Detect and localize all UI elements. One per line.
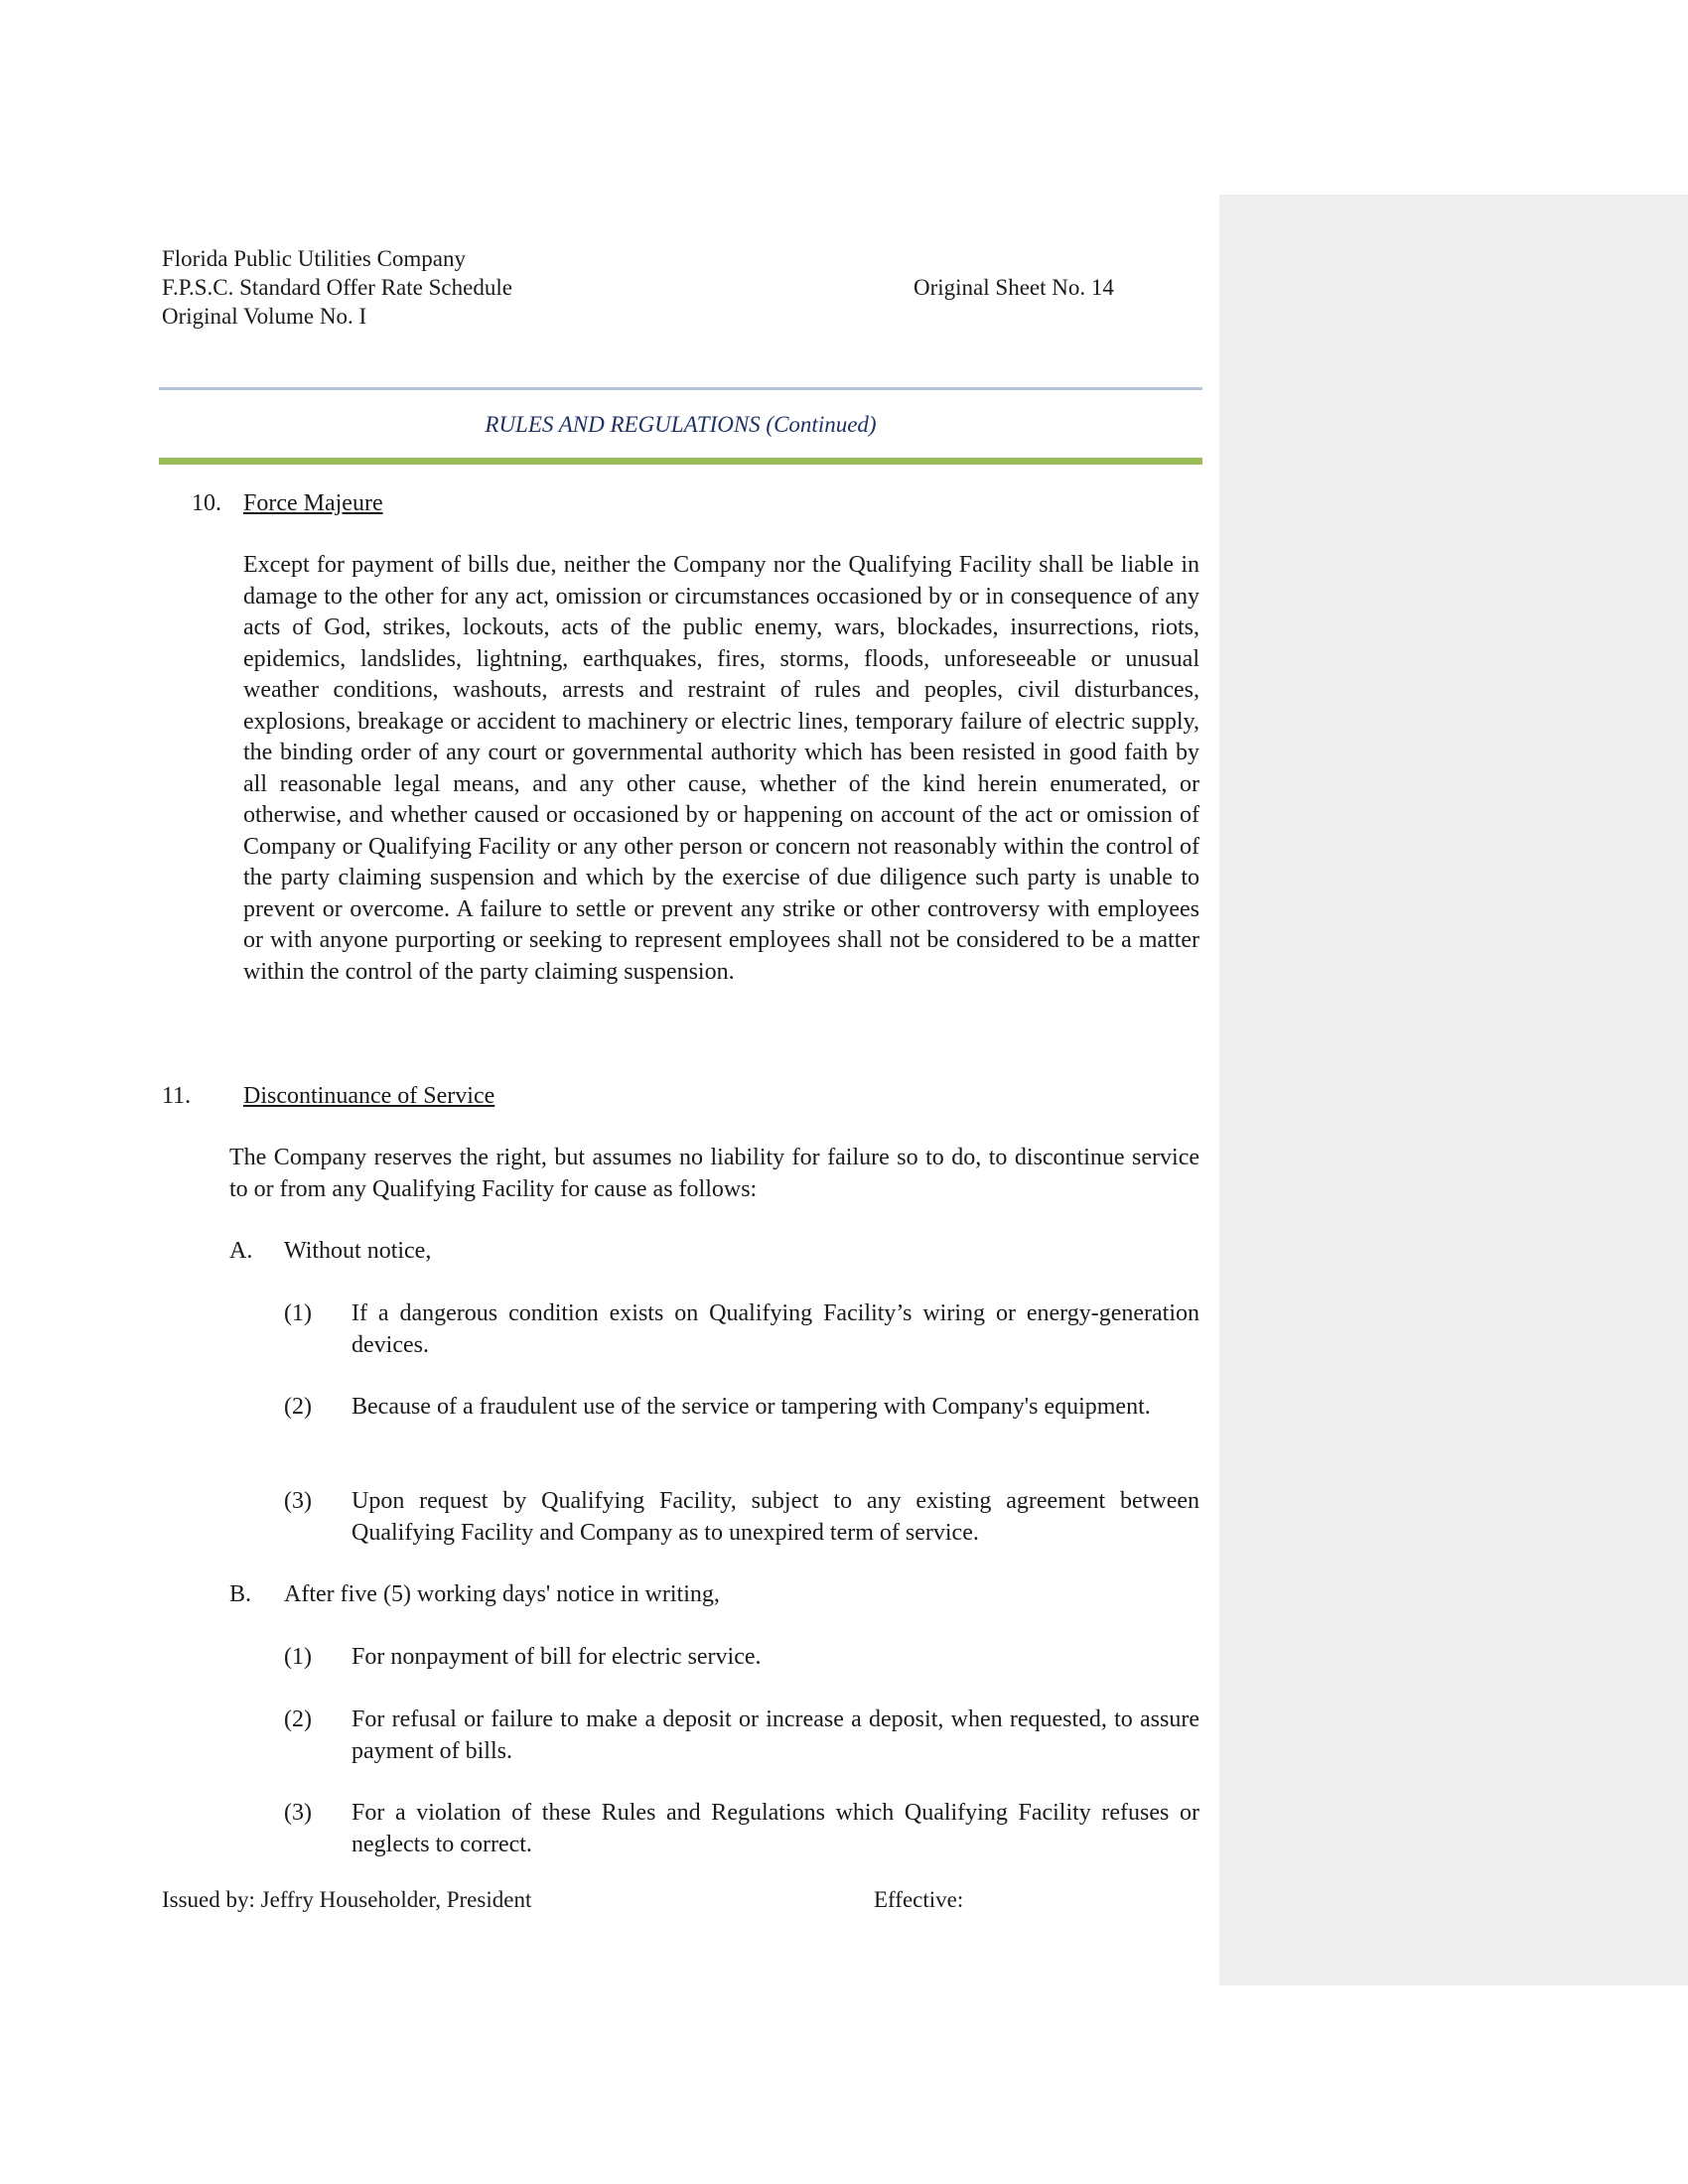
list-item-text: Upon request by Qualifying Facility, subject to any existing agreement between Qualifying Facility and Company as to unexpired term of service.: [352, 1488, 1199, 1546]
list-item-text: For a violation of these Rules and Regulations which Qualifying Facility refuses or neglects to correct.: [352, 1800, 1199, 1857]
rate-schedule: F.P.S.C. Standard Offer Rate Schedule: [162, 275, 512, 300]
sheet-number: Original Sheet No. 14: [914, 275, 1114, 300]
subsection-b-letter: B.: [229, 1581, 252, 1607]
section-11-intro: The Company reserves the right, but assumes no liability for failure so to do, to discontinue service to or from any Qualifying Facility for cause as follows:: [229, 1145, 1199, 1202]
title-rule: [159, 458, 1202, 465]
comment-pane: [1219, 195, 1688, 1985]
header-rule: [159, 387, 1202, 390]
list-item-text: For refusal or failure to make a deposit or increase a deposit, when requested, to assure payment of bills.: [352, 1706, 1199, 1764]
effective-date: Effective:: [874, 1887, 964, 1912]
list-item-text: Because of a fraudulent use of the service or tampering with Company's equipment.: [352, 1394, 1151, 1420]
list-item-text: For nonpayment of bill for electric service.: [352, 1644, 762, 1670]
list-item-number: (2): [284, 1394, 312, 1420]
section-10-text: Except for payment of bills due, neither the Company nor the Qualifying Facility shall be liable in damage to the other for any act, omission or circumstances occasioned by or in consequence of any acts of God, strikes, lockouts, acts of the public enemy, wars, blockades, insurrections, riots, epidemics, landslides, lightning, earthquakes, fires, storms, floods, unforeseeable or unusual weather conditions, washouts, arrests and restraint of rules and peoples, civil disturbances, explosions, breakage or accident to machinery or electric lines, temporary failure of electric supply, the binding order of any court or governmental authority which has been resisted in good faith by all reasonable legal means, and any other cause, whether of the kind herein enumerated, or otherwise, and whether caused or occasioned by or happening on account of the act or omission of Company or Qualifying Facility or any other person or concern not reasonably within the control of the party claiming suspension and which by the exercise of due diligence such party is unable to prevent or overcome. A failure to settle or prevent any strike or other controversy with employees or with anyone purporting or seeking to represent employees shall not be considered to be a matter within the control of the party claiming suspension.: [243, 552, 1199, 985]
list-item-number: (2): [284, 1706, 312, 1732]
subsection-a-letter: A.: [229, 1238, 253, 1264]
section-10-title: Force Majeure: [243, 490, 383, 516]
issued-by: Issued by: Jeffry Householder, President: [162, 1887, 532, 1912]
list-item-number: (3): [284, 1488, 312, 1514]
list-item-number: (3): [284, 1800, 312, 1826]
section-title: RULES AND REGULATIONS (Continued): [485, 412, 877, 437]
section-10-number: 10.: [192, 490, 221, 516]
section-11-number: 11.: [162, 1083, 192, 1109]
list-item-number: (1): [284, 1644, 312, 1670]
subsection-b-label: After five (5) working days' notice in writing,: [284, 1581, 720, 1607]
volume-number: Original Volume No. I: [162, 304, 367, 329]
section-11-title: Discontinuance of Service: [243, 1083, 495, 1109]
list-item-text: If a dangerous condition exists on Qualifying Facility’s wiring or energy-generation devices.: [352, 1300, 1199, 1358]
subsection-a-label: Without notice,: [284, 1238, 432, 1264]
company-name: Florida Public Utilities Company: [162, 246, 467, 271]
list-item-number: (1): [284, 1300, 312, 1326]
